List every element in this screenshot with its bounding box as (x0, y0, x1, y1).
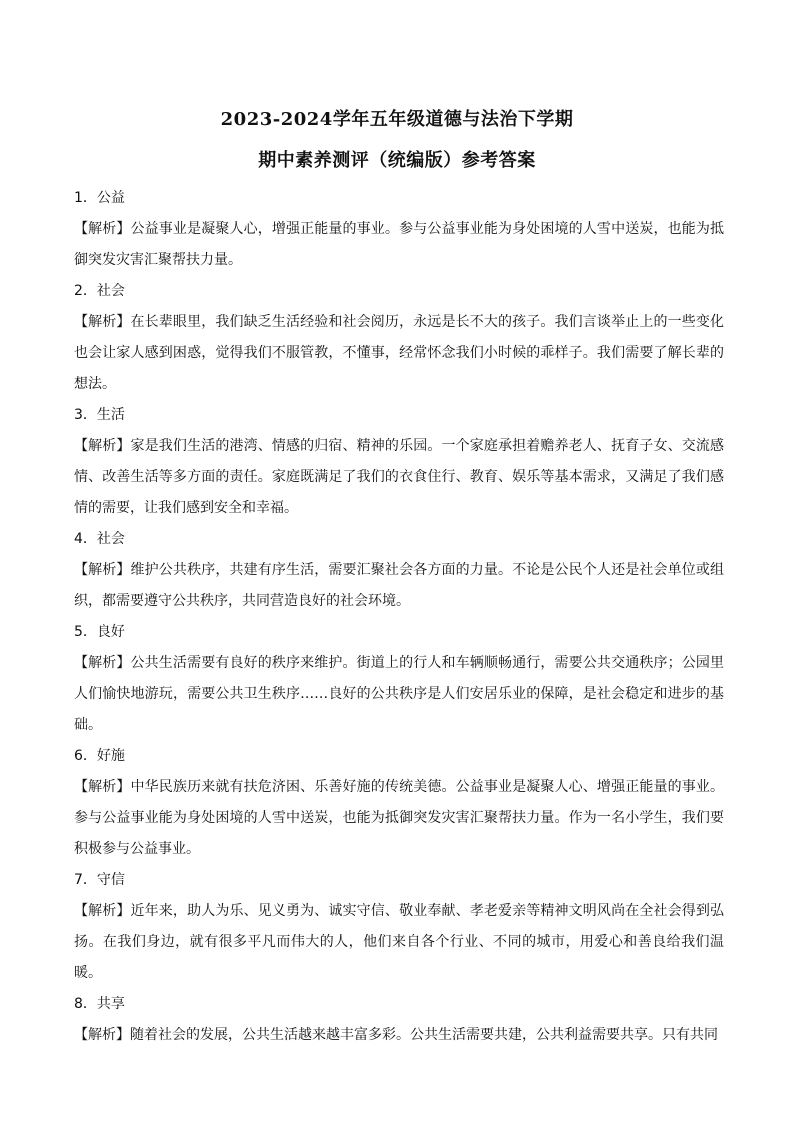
answer-label: 1．公益 (74, 190, 125, 206)
answer-item-8 (74, 989, 724, 1051)
answer-item-4 (74, 524, 724, 617)
answer-list (74, 183, 724, 1051)
answer-item-1 (74, 183, 724, 276)
answer-analysis: 【解析】家是我们生活的港湾、情感的归宿、精神的乐园。一个家庭承担着赡养老人、抚育子女、交流感情、改善生活等多方面的责任。家庭既满足了我们的衣食住行、教育、娱乐等基本需求，又满足了我们感情的需要，让我们感到安全和幸福。 (74, 438, 724, 516)
answer-analysis: 【解析】中华民族历来就有扶危济困、乐善好施的传统美德。公益事业是凝聚人心、增强正能量的事业。参与公益事业能为身处困境的人雪中送炭，也能为抵御突发灾害汇聚帮扶力量。作为一名小学生，我们要积极参与公益事业。 (74, 779, 724, 857)
answer-item-3 (74, 400, 724, 524)
answer-label: 8．共享 (74, 996, 125, 1012)
document-title-line-2: 期中素养测评（统编版）参考答案 (258, 150, 536, 171)
answer-analysis: 【解析】维护公共秩序，共建有序生活，需要汇聚社会各方面的力量。不论是公民个人还是社会单位或组织，都需要遵守公共秩序，共同营造良好的社会环境。 (74, 562, 724, 609)
answer-label: 4．社会 (74, 531, 125, 547)
answer-label: 5．良好 (74, 624, 125, 640)
answer-label: 3．生活 (74, 407, 125, 423)
answer-analysis: 【解析】公益事业是凝聚人心，增强正能量的事业。参与公益事业能为身处困境的人雪中送炭，也能为抵御突发灾害汇聚帮扶力量。 (74, 221, 724, 268)
answer-analysis: 【解析】公共生活需要有良好的秩序来维护。街道上的行人和车辆顺畅通行，需要公共交通秩序；公园里人们愉快地游玩，需要公共卫生秩序……良好的公共秩序是人们安居乐业的保障，是社会稳定和进步的基础。 (74, 655, 724, 733)
answer-item-7 (74, 865, 724, 989)
answer-item-5 (74, 617, 724, 741)
answer-item-2 (74, 276, 724, 400)
answer-item-6 (74, 741, 724, 865)
document-title-line-1: 2023-2024学年五年级道德与法治下学期 (220, 109, 574, 130)
answer-label: 2．社会 (74, 283, 125, 299)
answer-label: 6．好施 (74, 748, 125, 764)
answer-analysis: 【解析】随着社会的发展，公共生活越来越丰富多彩。公共生活需要共建，公共利益需要共享。只有共同 (74, 1027, 718, 1043)
answer-label: 7．守信 (74, 872, 125, 888)
answer-analysis: 【解析】在长辈眼里，我们缺乏生活经验和社会阅历，永远是长不大的孩子。我们言谈举止上的一些变化也会让家人感到困惑，觉得我们不服管教，不懂事，经常怀念我们小时候的乖样子。我们需要了解长辈的想法。 (74, 314, 724, 392)
answer-analysis: 【解析】近年来，助人为乐、见义勇为、诚实守信、敬业奉献、孝老爱亲等精神文明风尚在全社会得到弘扬。在我们身边，就有很多平凡而伟大的人，他们来自各个行业、不同的城市，用爱心和善良给我们温暖。 (74, 903, 724, 981)
